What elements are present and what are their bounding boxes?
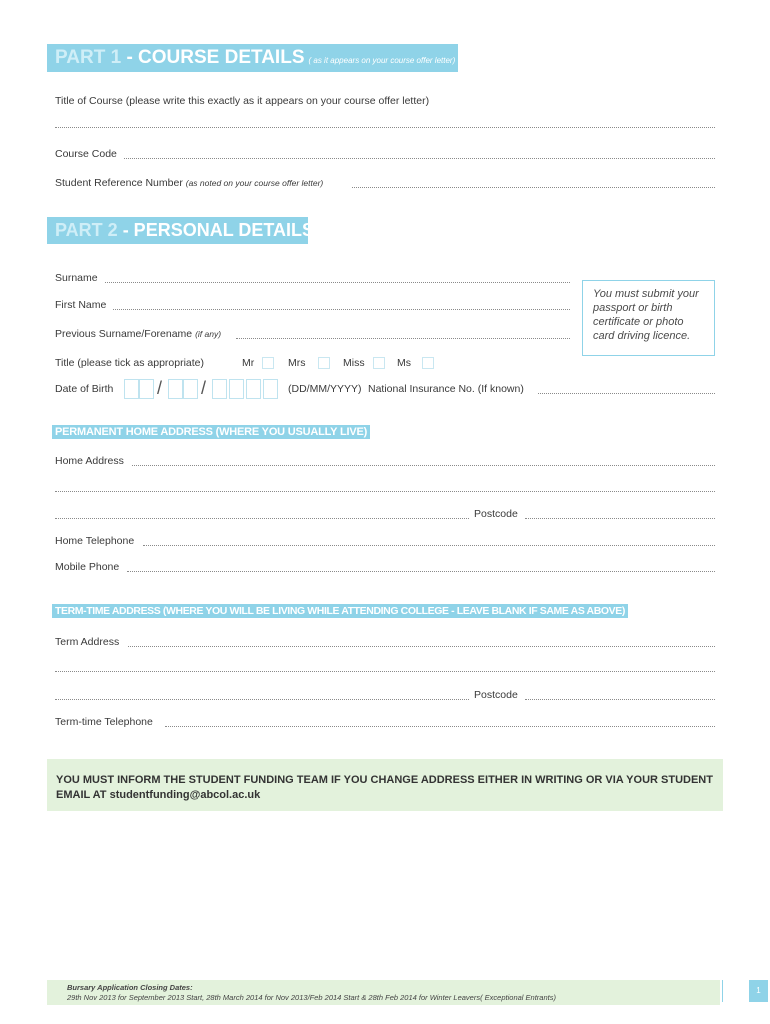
dob-day-box-2[interactable] xyxy=(139,379,154,399)
home-address-line-2[interactable] xyxy=(55,491,715,492)
surname-label: Surname xyxy=(55,272,98,284)
title-option-ms-label: Ms xyxy=(397,357,411,369)
term-postcode-label: Postcode xyxy=(474,689,518,701)
student-ref-note: (as noted on your course offer letter) xyxy=(185,178,324,188)
mobile-phone-field[interactable] xyxy=(127,571,715,572)
previous-name-note: (if any) xyxy=(195,329,222,339)
ni-label: National Insurance No. (If known) xyxy=(368,383,524,395)
part1-title: - COURSE DETAILS xyxy=(121,47,305,68)
home-telephone-field[interactable] xyxy=(143,545,715,546)
dob-separator-2: / xyxy=(201,378,207,398)
page-number: 1 xyxy=(749,980,768,1002)
dob-year-box-1[interactable] xyxy=(212,379,227,399)
home-address-line-3[interactable] xyxy=(55,518,469,519)
part2-banner xyxy=(47,217,315,244)
title-label: Title (please tick as appropriate) xyxy=(55,357,205,369)
part2-title: - PERSONAL DETAILS xyxy=(117,220,315,240)
surname-field[interactable] xyxy=(105,282,570,283)
student-ref-field[interactable] xyxy=(352,187,715,188)
dob-label: Date of Birth xyxy=(55,383,114,395)
closing-dates-footer xyxy=(47,980,720,1005)
previous-name-label-wrap xyxy=(55,328,221,340)
title-mrs-checkbox[interactable] xyxy=(318,357,330,369)
term-telephone-field[interactable] xyxy=(165,726,715,727)
student-ref-label: Student Reference Number xyxy=(55,177,183,189)
dob-year-box-2[interactable] xyxy=(229,379,244,399)
first-name-label: First Name xyxy=(55,299,107,311)
home-postcode-label: Postcode xyxy=(474,508,518,520)
term-address-line-2[interactable] xyxy=(55,671,715,672)
ni-field[interactable] xyxy=(538,393,715,394)
dob-year-box-3[interactable] xyxy=(246,379,261,399)
dob-format-hint: (DD/MM/YYYY) xyxy=(288,383,362,395)
home-address-line-1[interactable] xyxy=(132,465,715,466)
term-postcode-field[interactable] xyxy=(525,699,715,700)
term-telephone-label: Term-time Telephone xyxy=(55,716,153,728)
home-postcode-field[interactable] xyxy=(525,518,715,519)
dob-year-box-4[interactable] xyxy=(263,379,278,399)
term-address-heading: TERM-TIME ADDRESS (WHERE YOU WILL BE LIVING WHILE ATTENDING COLLEGE - LEAVE BLANK IF SAME AS ABOVE) xyxy=(52,604,628,618)
course-code-label: Course Code xyxy=(55,148,117,160)
dob-month-box-2[interactable] xyxy=(183,379,198,399)
title-miss-checkbox[interactable] xyxy=(373,357,385,369)
title-option-mr-label: Mr xyxy=(242,357,255,369)
part1-number: PART 1 xyxy=(55,47,122,68)
dob-separator-1: / xyxy=(157,378,163,398)
title-mr-checkbox[interactable] xyxy=(262,357,274,369)
course-code-field[interactable] xyxy=(124,158,715,159)
course-title-field[interactable] xyxy=(55,127,715,128)
title-option-miss-label: Miss xyxy=(343,357,365,369)
student-ref-label-wrap xyxy=(55,177,323,189)
title-ms-checkbox[interactable] xyxy=(422,357,434,369)
mobile-phone-label: Mobile Phone xyxy=(55,561,120,573)
dob-month-box-1[interactable] xyxy=(168,379,183,399)
term-address-line-1[interactable] xyxy=(128,646,715,647)
previous-name-label: Previous Surname/Forename xyxy=(55,328,193,340)
home-address-heading: PERMANENT HOME ADDRESS (WHERE YOU USUALLY LIVE) xyxy=(52,425,370,439)
term-address-label: Term Address xyxy=(55,636,120,648)
id-requirement-note: You must submit your passport or birth certificate or photo card driving licence. xyxy=(582,280,715,356)
home-telephone-label: Home Telephone xyxy=(55,535,135,547)
part2-number: PART 2 xyxy=(55,220,118,240)
change-address-warning: YOU MUST INFORM THE STUDENT FUNDING TEAM IF YOU CHANGE ADDRESS EITHER IN WRITING OR VIA YOUR STUDENT EMAIL AT studentfunding@abcol.ac.uk xyxy=(47,759,723,811)
term-address-line-3[interactable] xyxy=(55,699,469,700)
previous-name-field[interactable] xyxy=(236,338,570,339)
closing-dates-text: 29th Nov 2013 for September 2013 Start, 28th March 2014 for Nov 2013/Feb 2014 Start & 28th Feb 2014 for Winter Leavers( Exceptional Entrants) xyxy=(67,993,556,1002)
course-title-label: Title of Course (please write this exactly as it appears on your course offer letter) xyxy=(55,95,430,107)
first-name-field[interactable] xyxy=(113,309,570,310)
home-address-label: Home Address xyxy=(55,455,124,467)
part1-banner xyxy=(47,44,458,72)
dob-day-box-1[interactable] xyxy=(124,379,139,399)
part1-subtitle: ( as it appears on your course offer letter) xyxy=(308,56,456,65)
closing-dates-heading: Bursary Application Closing Dates: xyxy=(67,983,193,992)
footer-divider xyxy=(722,980,723,1002)
title-option-mrs-label: Mrs xyxy=(288,357,306,369)
